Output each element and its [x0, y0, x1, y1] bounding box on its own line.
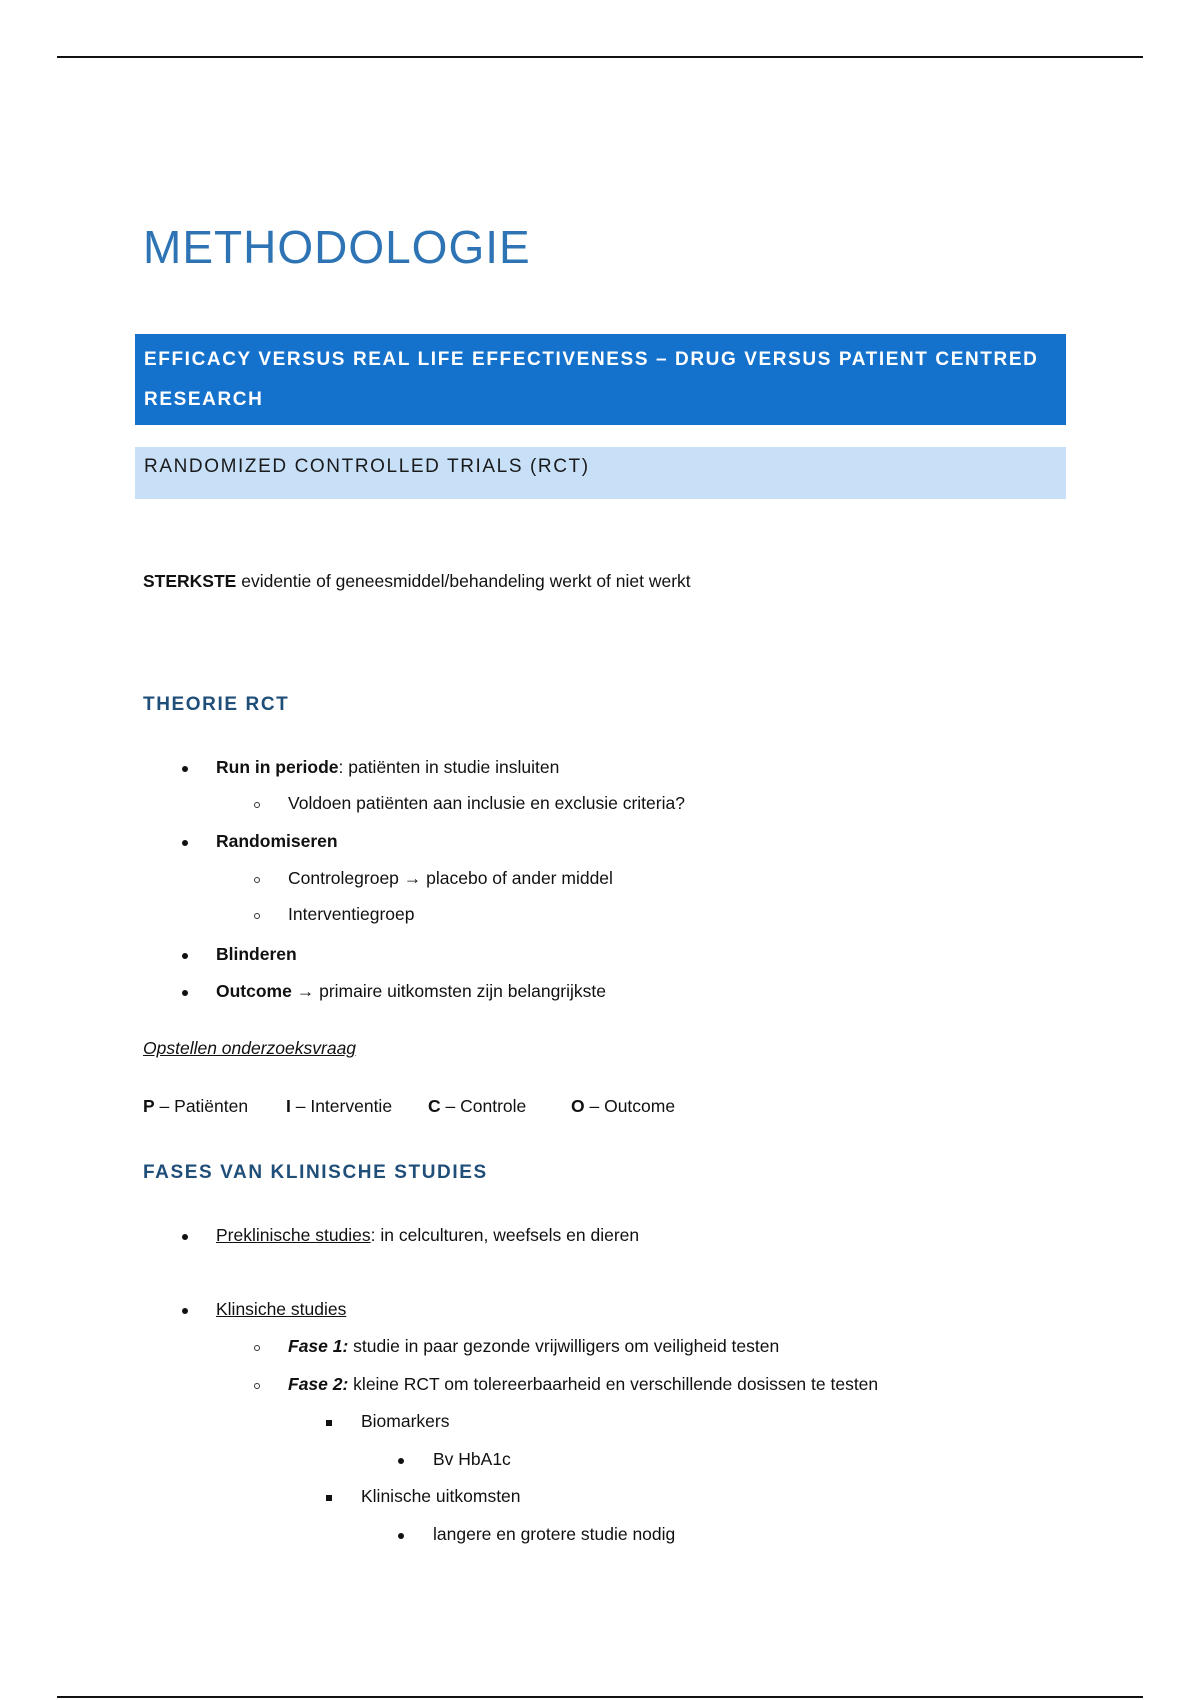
bullet-dot: [182, 829, 188, 853]
list-item-run-in: [216, 755, 559, 779]
list-item-controle: Controlegroep → placebo of ander middel: [288, 868, 613, 888]
heading-1-line1: EFFICACY VERSUS REAL LIFE EFFECTIVENESS – DRUG VERSUS PATIENT CENTRED: [144, 349, 1039, 370]
fases-heading: FASES VAN KLINISCHE STUDIES: [143, 1162, 488, 1183]
list-item-hba1c: Bv HbA1c: [433, 1449, 511, 1469]
pico-i-text: – Interventie: [290, 1096, 393, 1116]
bullet-dot: [182, 755, 188, 779]
list-item-blinderen: Blinderen: [216, 944, 297, 964]
run-in-bold: Run in periode: [216, 757, 339, 777]
footer-rule: [57, 1696, 1143, 1698]
intro-paragraph: [143, 569, 691, 593]
list-item-klinische-uitkomsten: Klinische uitkomsten: [361, 1486, 521, 1506]
heading-1-box: [135, 334, 1066, 425]
bullet-square: [326, 1409, 332, 1433]
document-title: METHODOLOGIE: [143, 221, 531, 273]
intro-rest: evidentie of geneesmiddel/behandeling werkt of niet werkt: [236, 571, 691, 591]
bullet-circle: [254, 1334, 260, 1358]
fase2-text: kleine RCT om tolereerbaarheid en verschillende dosissen te testen: [348, 1374, 879, 1394]
bullet-circle: [254, 866, 260, 890]
list-item-preklinisch: [216, 1223, 639, 1247]
pico-o-text: – Outcome: [584, 1096, 676, 1116]
bullet-circle: [254, 1372, 260, 1396]
pico-p: [143, 1094, 248, 1118]
pico-o-letter: O: [571, 1096, 585, 1116]
pico-i: [286, 1094, 392, 1118]
pico-c-letter: C: [428, 1096, 441, 1116]
fase2-label: Fase 2:: [288, 1374, 349, 1394]
intro-bold: STERKSTE: [143, 571, 237, 591]
pico-o: [571, 1094, 675, 1118]
bullet-dot: [182, 1297, 188, 1321]
list-item-fase2: [288, 1372, 878, 1396]
bullet-dot: [182, 979, 188, 1003]
list-item-interventie: Interventiegroep: [288, 904, 415, 924]
list-item-outcome: [216, 979, 606, 1003]
list-item-randomiseren: Randomiseren: [216, 831, 338, 851]
pico-c-text: – Controle: [440, 1096, 527, 1116]
list-item-biomarkers: Biomarkers: [361, 1411, 450, 1431]
pico-p-letter: P: [143, 1096, 155, 1116]
bullet-dot: [398, 1522, 404, 1546]
outcome-bold: Outcome: [216, 981, 292, 1001]
bullet-dot: [182, 1223, 188, 1247]
heading-2-box: [135, 447, 1066, 499]
outcome-rest: → primaire uitkomsten zijn belangrijkste: [291, 981, 607, 1001]
opstellen-onderzoeksvraag: Opstellen onderzoeksvraag: [143, 1038, 357, 1058]
heading-2-text: RANDOMIZED CONTROLLED TRIALS (RCT): [144, 456, 590, 477]
bullet-circle: [254, 902, 260, 926]
header-rule: [57, 56, 1143, 58]
pico-i-letter: I: [286, 1096, 291, 1116]
preklinisch-underlined: Preklinische studies: [216, 1225, 371, 1245]
fase1-text: studie in paar gezonde vrijwilligers om veiligheid testen: [348, 1336, 780, 1356]
bullet-dot: [182, 942, 188, 966]
list-item-klinisch: Klinsiche studies: [216, 1299, 347, 1319]
bullet-dot: [398, 1447, 404, 1471]
bullet-square: [326, 1484, 332, 1508]
fase1-label: Fase 1:: [288, 1336, 349, 1356]
run-in-rest: : patiënten in studie insluiten: [338, 757, 560, 777]
list-item-run-in-sub: Voldoen patiënten aan inclusie en exclusie criteria?: [288, 793, 685, 813]
list-item-fase1: [288, 1334, 779, 1358]
preklinisch-rest: : in celculturen, weefsels en dieren: [370, 1225, 640, 1245]
pico-p-text: – Patiënten: [154, 1096, 249, 1116]
heading-1-line2: RESEARCH: [144, 389, 264, 410]
theorie-heading: THEORIE RCT: [143, 694, 290, 715]
pico-c: [428, 1094, 526, 1118]
bullet-circle: [254, 791, 260, 815]
list-item-langere: langere en grotere studie nodig: [433, 1524, 676, 1544]
